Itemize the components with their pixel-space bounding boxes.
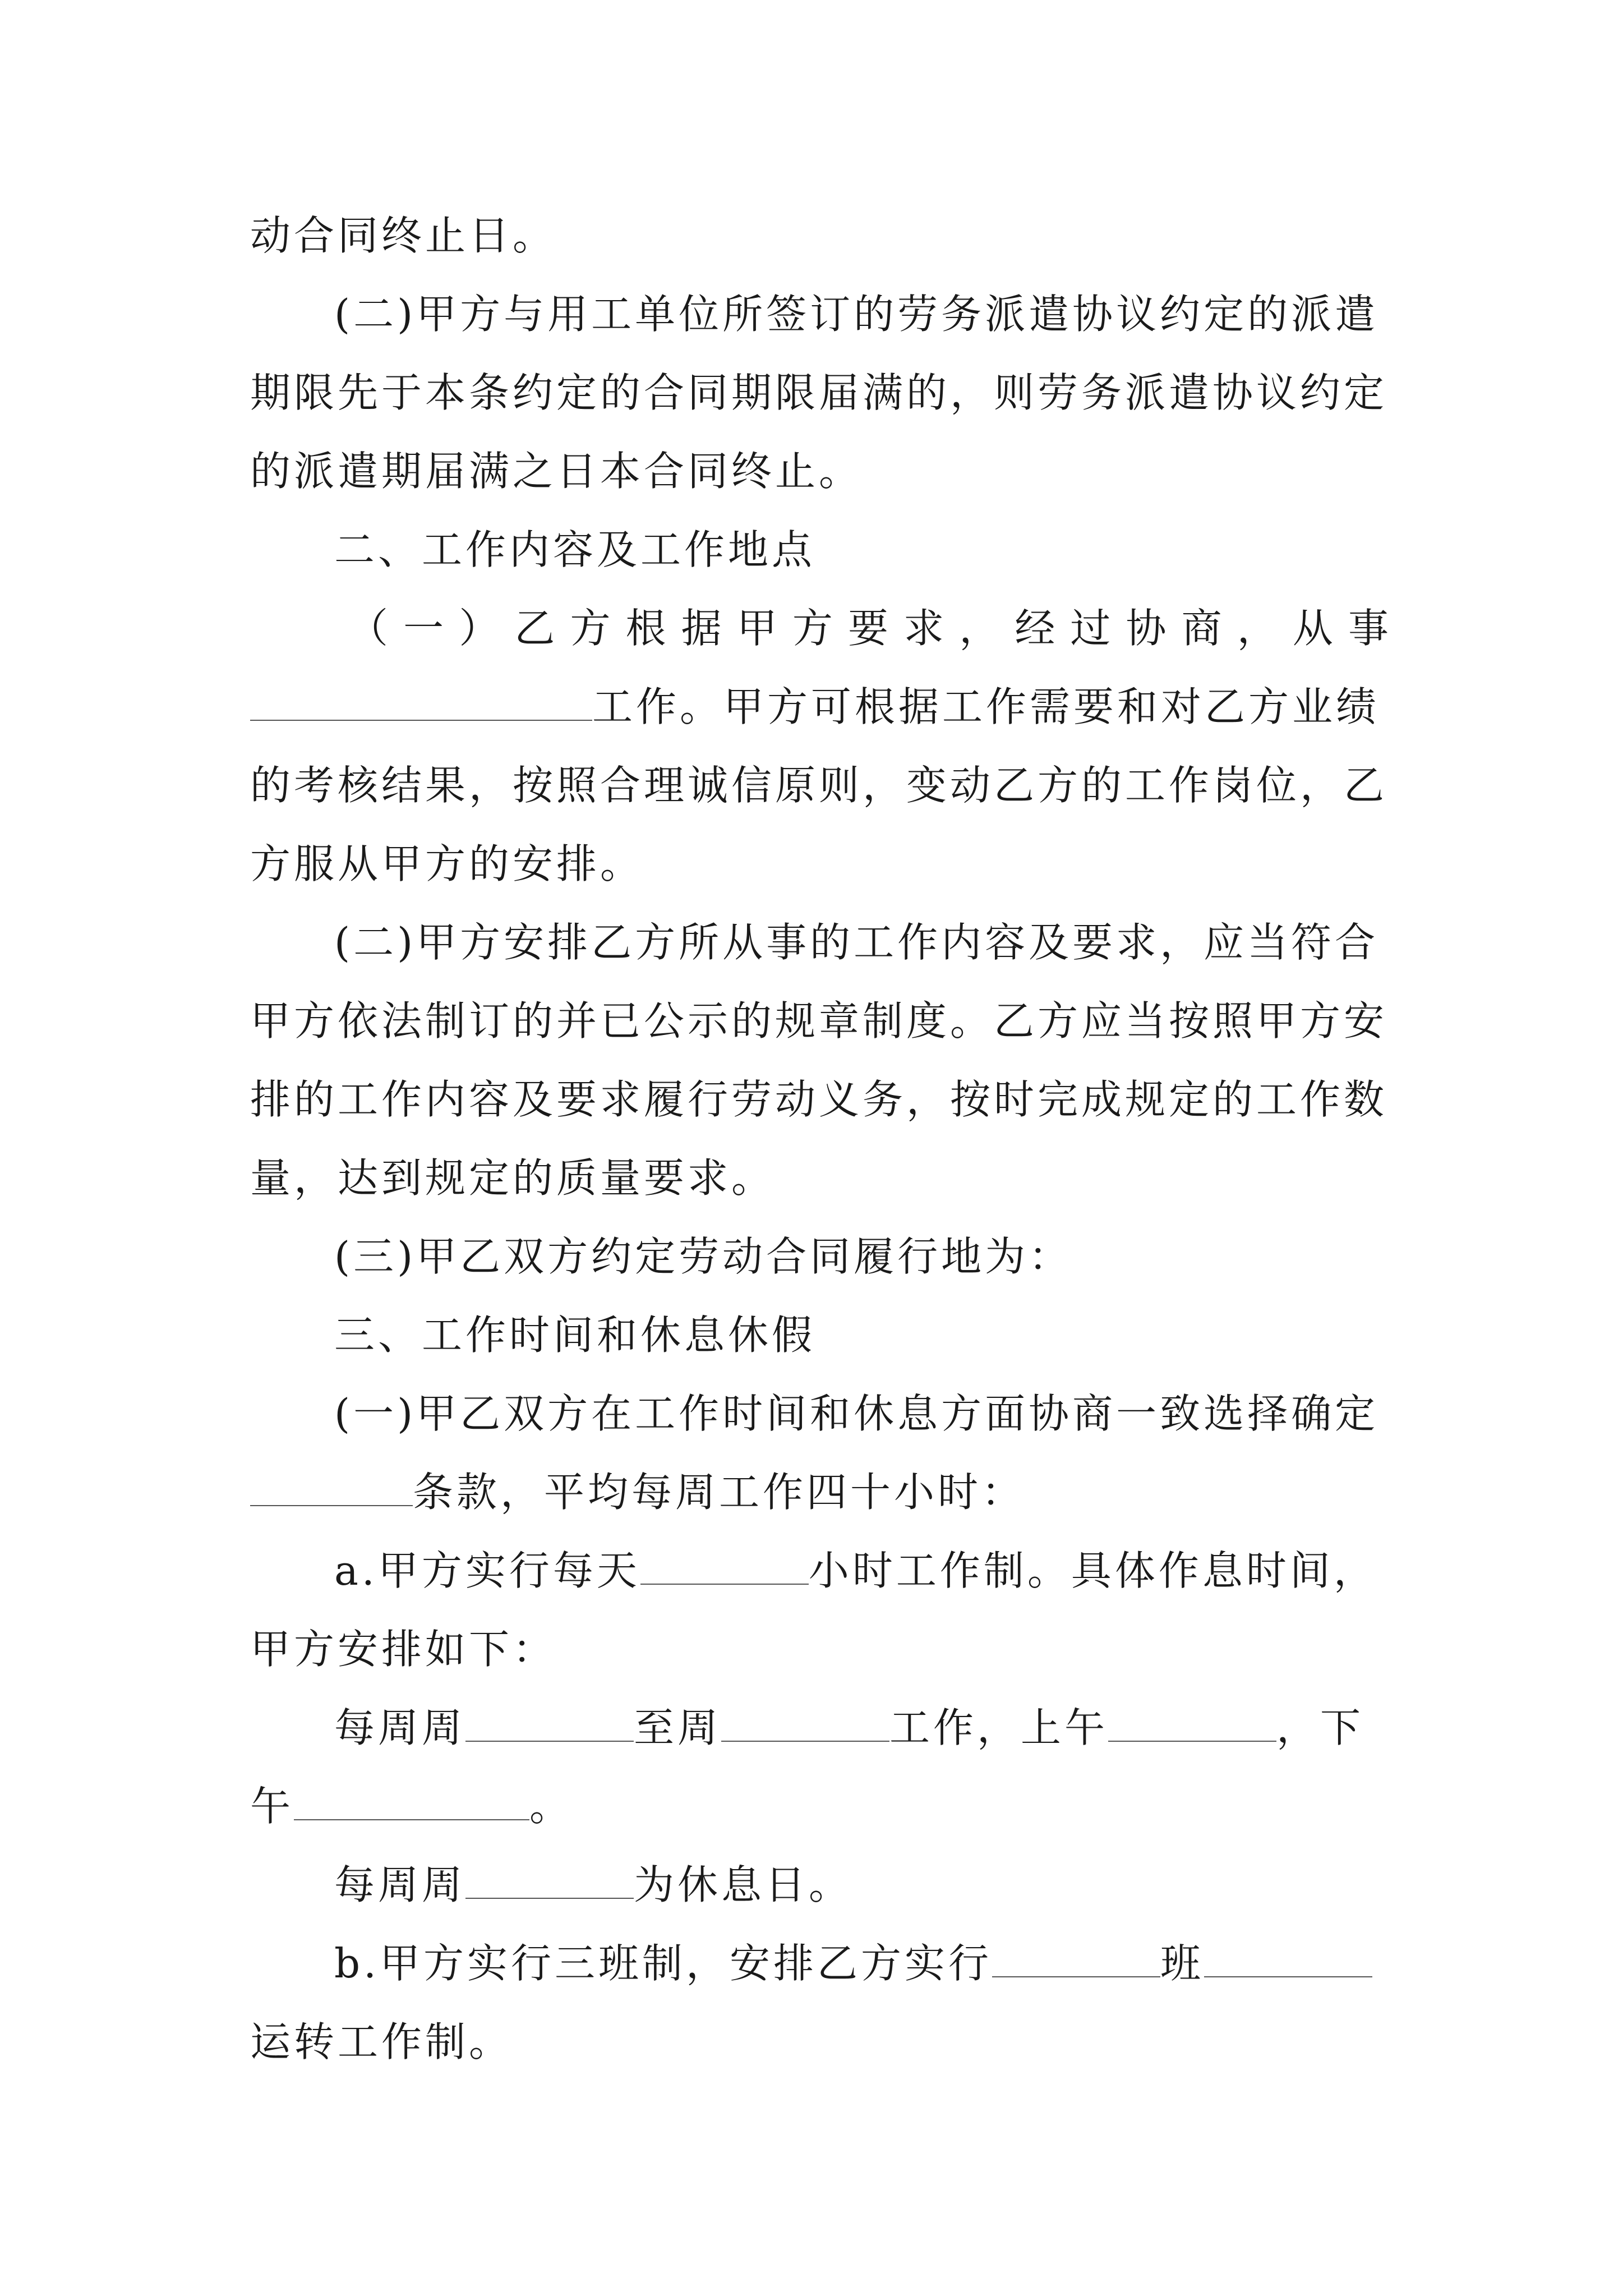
justified-char: （ (348, 605, 389, 652)
fill-in-blank[interactable] (250, 1466, 413, 1506)
justified-char: 过 (1070, 605, 1111, 652)
justified-char: 乙 (514, 605, 555, 652)
text-line (334, 1386, 1389, 1442)
line-text: 每周周 (334, 1704, 466, 1751)
line-text: ，下 (1276, 1704, 1364, 1751)
fill-in-blank[interactable] (465, 1701, 634, 1742)
line-text: (二)甲方安排乙方所从事的工作内容及要求，应当符合 (334, 919, 1379, 966)
text-line (250, 679, 1389, 735)
fill-in-blank[interactable] (1108, 1701, 1276, 1742)
line-text: 甲方依法制订的并已公示的规章制度。乙方应当按照甲方安 (250, 997, 1388, 1045)
text-line-justified (348, 600, 1389, 656)
justified-char: 经 (1015, 605, 1055, 652)
justified-char: ， (1237, 605, 1278, 652)
line-text: 期限先于本条约定的合同期限届满的，则劳务派遣协议约定 (250, 369, 1388, 416)
justified-char: 事 (1348, 605, 1389, 652)
line-text: 小时工作制。具体作息时间， (808, 1547, 1377, 1594)
fill-in-blank[interactable] (250, 680, 592, 721)
text-line (250, 836, 1389, 892)
text-line (250, 1621, 1389, 1677)
justified-char: 协 (1126, 605, 1166, 652)
justified-char: 根 (625, 605, 666, 652)
line-text: 工作。甲方可根据工作需要和对乙方业绩 (592, 683, 1380, 730)
fill-in-blank[interactable] (465, 1858, 634, 1899)
text-line (334, 1700, 1389, 1756)
text-line (334, 286, 1389, 342)
text-line (334, 1543, 1389, 1599)
justified-char: 商 (1181, 605, 1222, 652)
line-text: (二)甲方与用工单位所签订的劳务派遣协议约定的派遣 (334, 291, 1379, 338)
heading-text: 三、工作时间和休息休假 (334, 1312, 816, 1359)
justified-char: 方 (792, 605, 833, 652)
line-text: 量，达到规定的质量要求。 (250, 1154, 776, 1202)
justified-char: 据 (681, 605, 722, 652)
text-line (250, 443, 1389, 499)
fill-in-blank[interactable] (1204, 1937, 1372, 1977)
justified-char: 从 (1292, 605, 1333, 652)
line-text: b.甲方实行三班制，安排乙方实行 (334, 1940, 992, 1987)
heading-text: 二、工作内容及工作地点 (334, 526, 816, 573)
line-text: 动合同终止日。 (250, 212, 557, 259)
line-text: 条款，平均每周工作四十小时： (413, 1469, 1026, 1516)
line-text: 的派遣期届满之日本合同终止。 (250, 448, 863, 495)
text-line (250, 1150, 1389, 1206)
fill-in-blank[interactable] (721, 1701, 889, 1742)
line-text: a.甲方实行每天 (334, 1547, 640, 1594)
line-text: 每周周 (334, 1861, 466, 1908)
line-text: 工作，上午 (889, 1704, 1109, 1751)
text-line (250, 365, 1389, 421)
line-text: 午 (250, 1783, 294, 1830)
justified-char: 方 (570, 605, 611, 652)
text-line (250, 1464, 1389, 1520)
fill-in-blank[interactable] (992, 1937, 1160, 1977)
justified-char: 甲 (736, 605, 777, 652)
justified-char: ， (959, 605, 1000, 652)
line-text: 为休息日。 (634, 1861, 853, 1908)
text-line (250, 993, 1389, 1049)
section-heading (334, 522, 1389, 578)
line-text: (一)甲乙双方在工作时间和休息方面协商一致选择确定 (334, 1390, 1379, 1437)
text-line (334, 1857, 1389, 1913)
line-text: 的考核结果，按照合理诚信原则，变动乙方的工作岗位，乙 (250, 762, 1388, 809)
fill-in-blank[interactable] (640, 1544, 809, 1585)
text-line (250, 208, 1389, 264)
section-heading (334, 1307, 1389, 1363)
line-text: 排的工作内容及要求履行劳动义务，按时完成规定的工作数 (250, 1076, 1388, 1123)
text-line (334, 914, 1389, 970)
text-line (250, 1071, 1389, 1128)
text-line (250, 757, 1389, 813)
fill-in-blank[interactable] (294, 1780, 529, 1820)
line-text: (三)甲乙双方约定劳动合同履行地为： (334, 1233, 1073, 1280)
justified-char: ） (459, 605, 500, 652)
line-text: 运转工作制。 (250, 2018, 513, 2065)
line-text: 班 (1160, 1940, 1204, 1987)
text-line (334, 1228, 1389, 1285)
line-text: 甲方安排如下： (250, 1626, 557, 1673)
text-line (250, 2014, 1389, 2070)
line-text: 。 (529, 1783, 574, 1830)
justified-char: 一 (403, 605, 444, 652)
justified-char: 要 (847, 605, 888, 652)
text-line (334, 1935, 1389, 1991)
line-text: 方服从甲方的安排。 (250, 840, 644, 887)
text-line (250, 1778, 1389, 1834)
justified-char: 求 (903, 605, 944, 652)
line-text: 至周 (634, 1704, 722, 1751)
